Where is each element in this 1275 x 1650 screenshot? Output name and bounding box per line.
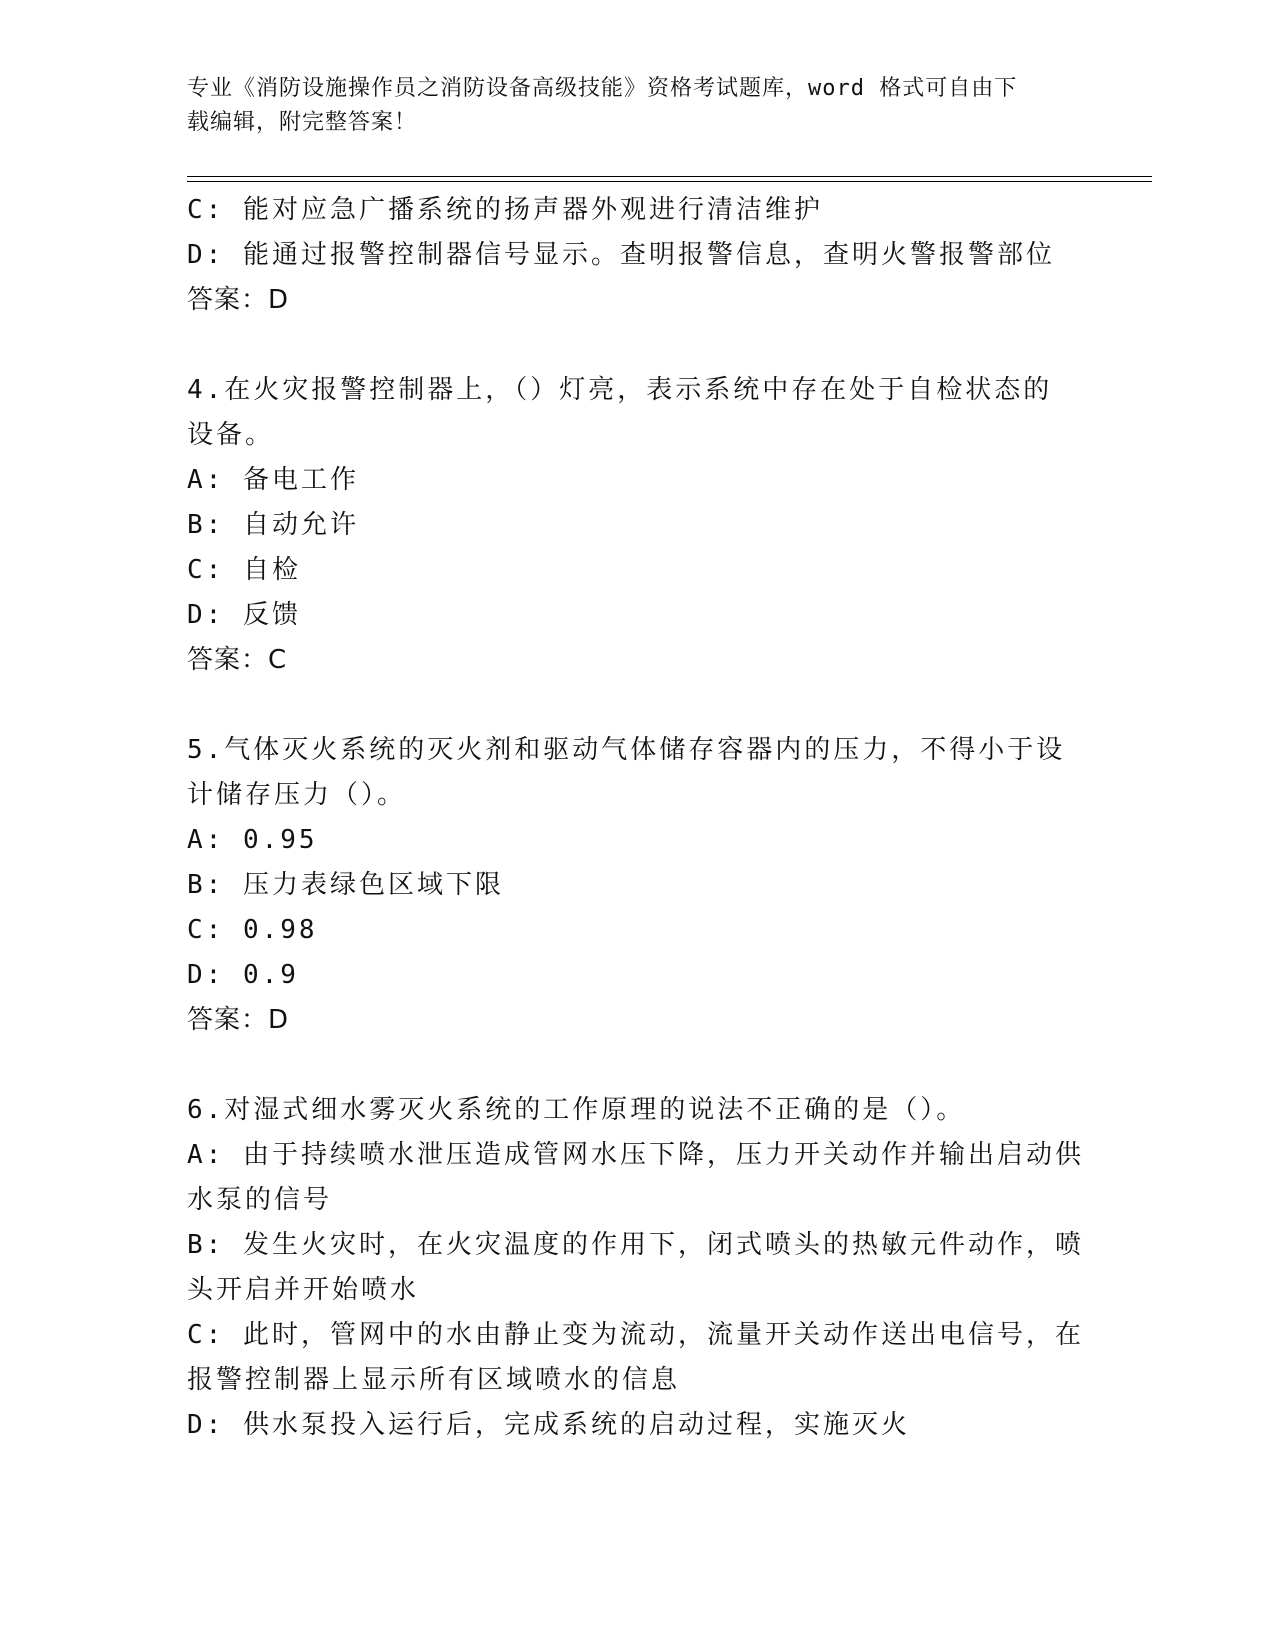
question-6-option-a-cont: 水泵的信号 <box>187 1185 333 1215</box>
header-divider-top <box>187 176 1152 177</box>
header-divider-bottom <box>187 181 1152 182</box>
question-6-option-b-cont: 头开启并开始喷水 <box>187 1275 420 1305</box>
question-4-option-c: C: 自检 <box>187 555 301 585</box>
question-list <box>187 188 1087 1448</box>
header-line-2: 载编辑，附完整答案！ <box>187 110 418 135</box>
question-4-option-a: A: 备电工作 <box>187 465 359 495</box>
question-6-stem: 6.对湿式细水雾灭火系统的工作原理的说法不正确的是（）。 <box>187 1095 966 1125</box>
spacer <box>187 323 1087 368</box>
question-4-stem: 4.在火灾报警控制器上，（）灯亮，表示系统中存在处于自检状态的 <box>187 375 1053 405</box>
question-5-answer: 答案：D <box>187 1005 290 1035</box>
document-header <box>187 72 1087 140</box>
question-5-option-d: D: 0.9 <box>187 960 299 990</box>
question-5-option-c: C: 0.98 <box>187 915 318 945</box>
question-4-stem-cont: 设备。 <box>187 420 275 450</box>
question-5-stem: 5.气体灭火系统的灭火剂和驱动气体储存容器内的压力，不得小于设 <box>187 735 1066 765</box>
question-5-option-a: A: 0.95 <box>187 825 318 855</box>
question-6-option-c: C: 此时，管网中的水由静止变为流动，流量开关动作送出电信号，在 <box>187 1320 1084 1350</box>
question-6-option-a: A: 由于持续喷水泄压造成管网水压下降，压力开关动作并输出启动供 <box>187 1140 1084 1170</box>
question-5-option-b: B: 压力表绿色区域下限 <box>187 870 504 900</box>
question-6-option-d: D: 供水泵投入运行后，完成系统的启动过程，实施灭火 <box>187 1410 910 1440</box>
spacer <box>187 1043 1087 1088</box>
spacer <box>187 683 1087 728</box>
question-4-option-d: D: 反馈 <box>187 600 301 630</box>
question-5-stem-cont: 计储存压力（）。 <box>187 780 407 810</box>
question-6-option-b: B: 发生火灾时，在火灾温度的作用下，闭式喷头的热敏元件动作，喷 <box>187 1230 1084 1260</box>
option-d: D: 能通过报警控制器信号显示。查明报警信息，查明火警报警部位 <box>187 240 1055 270</box>
question-4-answer: 答案：C <box>187 645 288 675</box>
header-line-1: 专业《消防设施操作员之消防设备高级技能》资格考试题库，word 格式可自由下 <box>187 76 1018 101</box>
answer-line: 答案：D <box>187 285 290 315</box>
option-c: C: 能对应急广播系统的扬声器外观进行清洁维护 <box>187 195 823 225</box>
question-4-option-b: B: 自动允许 <box>187 510 359 540</box>
question-6-option-c-cont: 报警控制器上显示所有区域喷水的信息 <box>187 1365 681 1395</box>
